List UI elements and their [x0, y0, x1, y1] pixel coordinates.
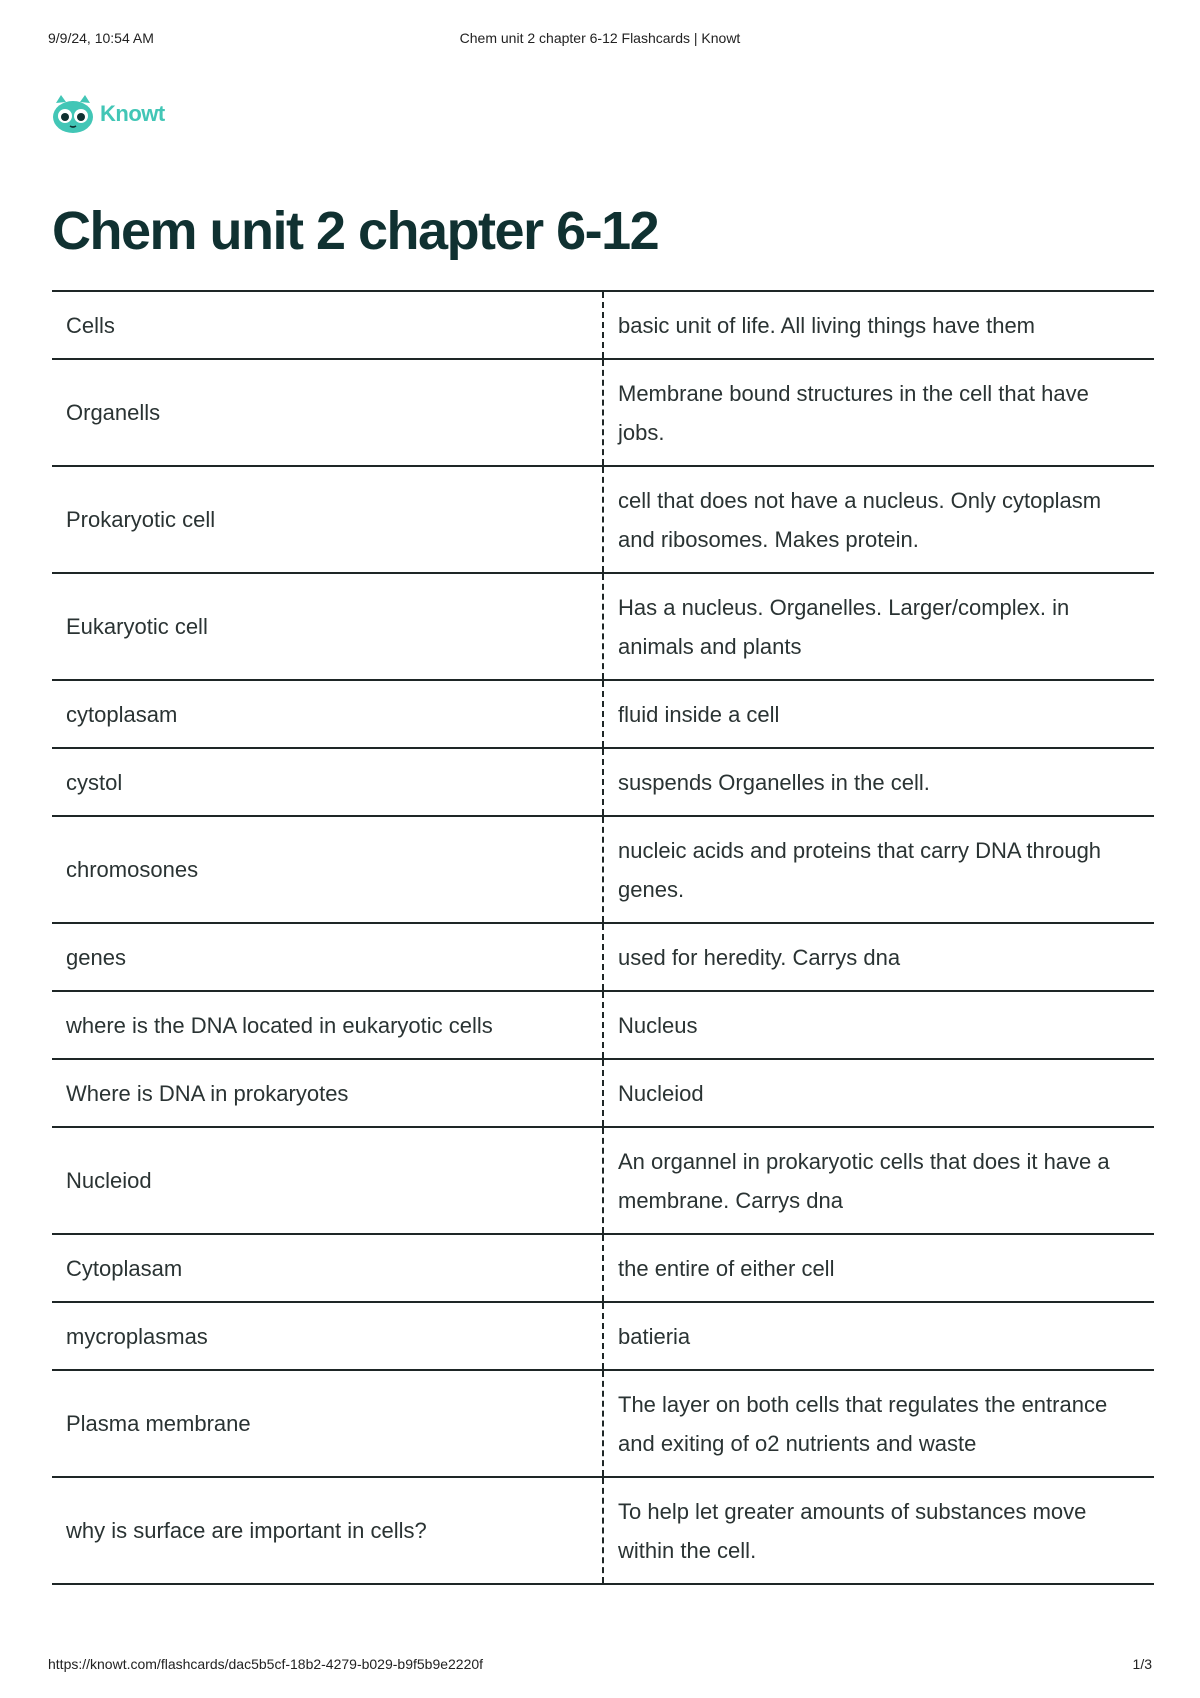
flashcard-term: Cytoplasam	[52, 1234, 603, 1302]
page-title: Chem unit 2 chapter 6-12	[52, 201, 659, 261]
print-url: https://knowt.com/flashcards/dac5b5cf-18b2-4279-b029-b9f5b9e2220f	[48, 1656, 484, 1672]
flashcard-row	[52, 1127, 1154, 1234]
knowt-logo[interactable]	[50, 92, 165, 136]
brand-name: Knowt	[100, 101, 165, 126]
flashcard-term: cytoplasam	[52, 680, 603, 748]
flashcard-row	[52, 466, 1154, 573]
flashcard-definition: suspends Organelles in the cell.	[618, 769, 930, 795]
flashcard-definition: basic unit of life. All living things have them	[618, 312, 1036, 338]
flashcard-term: genes	[52, 923, 603, 991]
print-date: 9/9/24, 10:54 AM	[48, 30, 154, 46]
flashcard-definition: Membrane bound structures in the cell that have jobs.	[618, 380, 1089, 445]
flashcard-term: Plasma membrane	[52, 1370, 603, 1477]
flashcard-definition: Has a nucleus. Organelles. Larger/complex. in animals and plants	[618, 594, 1070, 659]
flashcard-row	[52, 680, 1154, 748]
flashcard-definition: batieria	[618, 1323, 691, 1349]
flashcard-row	[52, 1234, 1154, 1302]
flashcard-term: why is surface are important in cells?	[52, 1477, 603, 1584]
flashcard-row	[52, 923, 1154, 991]
flashcard-term: Nucleiod	[52, 1127, 603, 1234]
flashcard-row	[52, 1059, 1154, 1127]
flashcard-term: mycroplasmas	[52, 1302, 603, 1370]
flashcard-definition: fluid inside a cell	[618, 701, 780, 727]
flashcard-definition: An organnel in prokaryotic cells that does it have a membrane. Carrys dna	[618, 1148, 1110, 1213]
flashcard-definition: cell that does not have a nucleus. Only cytoplasm and ribosomes. Makes protein.	[618, 487, 1102, 552]
print-header	[48, 30, 1152, 50]
flashcard-row	[52, 816, 1154, 923]
flashcard-row	[52, 991, 1154, 1059]
flashcard-term: Cells	[52, 291, 603, 359]
page-number: 1/3	[1132, 1656, 1152, 1672]
flashcard-term: Eukaryotic cell	[52, 573, 603, 680]
flashcard-row	[52, 1477, 1154, 1584]
print-document-title: Chem unit 2 chapter 6-12 Flashcards | Knowt	[459, 30, 741, 46]
flashcard-term: Organells	[52, 359, 603, 466]
flashcard-definition: To help let greater amounts of substances move within the cell.	[618, 1498, 1087, 1563]
flashcard-definition: Nucleus	[618, 1012, 698, 1038]
flashcard-term: where is the DNA located in eukaryotic cells	[52, 991, 603, 1059]
flashcard-term: Prokaryotic cell	[52, 466, 603, 573]
flashcard-row	[52, 748, 1154, 816]
flashcard-term: chromosones	[52, 816, 603, 923]
flashcard-row	[52, 359, 1154, 466]
flashcard-definition: nucleic acids and proteins that carry DNA through genes.	[618, 837, 1102, 902]
flashcard-definition: Nucleiod	[618, 1080, 704, 1106]
knowt-mascot-icon	[50, 93, 96, 135]
flashcard-term: cystol	[52, 748, 603, 816]
flashcard-table	[52, 290, 1154, 1585]
flashcard-definition: used for heredity. Carrys dna	[618, 944, 901, 970]
flashcard-row	[52, 291, 1154, 359]
flashcard-row	[52, 1370, 1154, 1477]
print-footer	[48, 1656, 1152, 1676]
flashcard-row	[52, 573, 1154, 680]
flashcard-definition: The layer on both cells that regulates the entrance and exiting of o2 nutrients and waste	[618, 1391, 1108, 1456]
flashcard-term: Where is DNA in prokaryotes	[52, 1059, 603, 1127]
flashcard-definition: the entire of either cell	[618, 1255, 835, 1281]
flashcard-row	[52, 1302, 1154, 1370]
